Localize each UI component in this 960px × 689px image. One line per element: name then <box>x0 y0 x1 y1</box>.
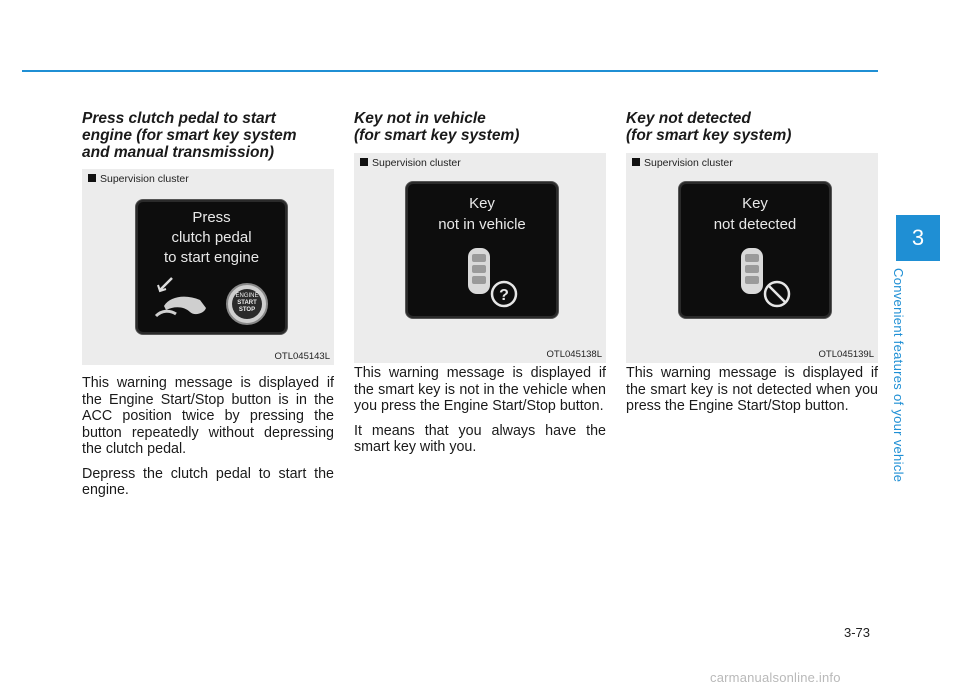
body-paragraph: This warning message is displayed if the Engine Start/Stop button is in the ACC position twice by pressing the button repeatedly without depressing the clutch pedal. <box>82 375 334 457</box>
section-heading: Key not detected (for smart key system) <box>626 110 792 144</box>
figure-code: OTL045143L <box>274 351 330 362</box>
section-key-not-detected <box>626 110 878 415</box>
cluster-screen <box>678 181 832 319</box>
chapter-number-tab: 3 <box>896 215 940 261</box>
svg-text:?: ? <box>499 287 509 304</box>
screen-line: not in vehicle <box>438 216 526 233</box>
figure-code: OTL045138L <box>546 349 602 360</box>
body-paragraph: Depress the clutch pedal to start the engine. <box>82 465 334 498</box>
section-heading: Press clutch pedal to start engine (for smart key system and manual transmission) <box>82 110 297 161</box>
screen-line: not detected <box>713 216 797 233</box>
screen-line: clutch pedal <box>171 229 252 246</box>
top-divider <box>22 70 878 72</box>
engine-start-stop-icon: ENGINE START STOP <box>226 283 268 325</box>
square-bullet-icon <box>632 158 640 166</box>
screen-line: to start engine <box>163 249 260 266</box>
body-paragraph: This warning message is displayed if the smart key is not detected when you press the Engine Start/Stop button. <box>626 365 878 414</box>
body-paragraph: It means that you always have the smart key with you. <box>354 422 606 455</box>
body-paragraph: This warning message is displayed if the smart key is not in the vehicle when you press the Engine Start/Stop button. <box>354 365 606 414</box>
cluster-screen <box>405 181 559 319</box>
smart-key-prohibited-icon <box>729 244 809 314</box>
section-heading: Key not in vehicle (for smart key system) <box>354 110 520 144</box>
section-key-not-in-vehicle <box>354 110 606 456</box>
cluster-screen <box>135 199 288 335</box>
figure-cluster-press-clutch <box>82 169 334 365</box>
screen-line: Key <box>469 195 495 212</box>
smart-key-question-icon <box>456 244 536 314</box>
figure-label: Supervision cluster <box>632 157 733 169</box>
figure-cluster-key-not-detected <box>626 153 878 363</box>
figure-cluster-key-not-in-vehicle <box>354 153 606 363</box>
section-press-clutch <box>82 110 334 499</box>
chapter-title-vertical: Convenient features of your vehicle <box>891 268 906 483</box>
clutch-pedal-icon <box>150 270 220 325</box>
figure-label: Supervision cluster <box>88 173 189 185</box>
screen-line: Press <box>192 209 231 226</box>
figure-code: OTL045139L <box>818 349 874 360</box>
square-bullet-icon <box>360 158 368 166</box>
square-bullet-icon <box>88 174 96 182</box>
watermark: carmanualsonline.info <box>710 670 841 685</box>
page-number: 3-73 <box>844 625 871 640</box>
screen-line: Key <box>742 195 768 212</box>
figure-label: Supervision cluster <box>360 157 461 169</box>
